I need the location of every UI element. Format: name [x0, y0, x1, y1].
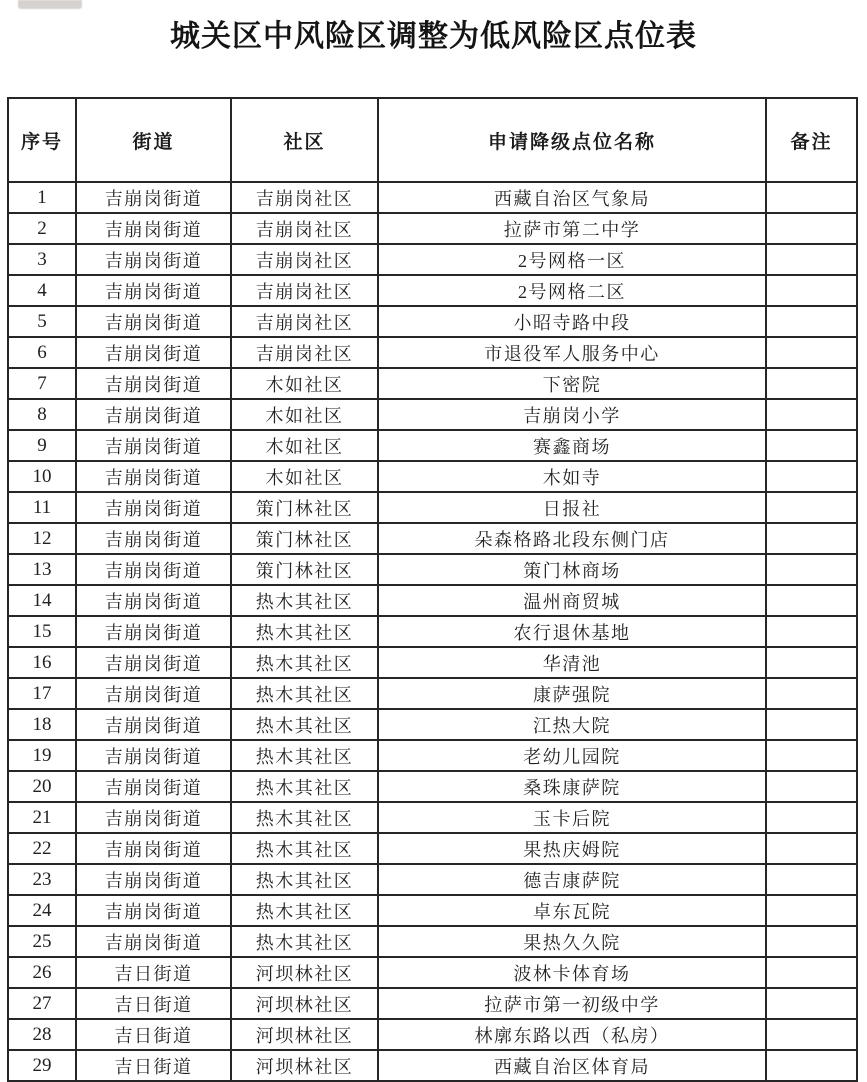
cell-site-name: 农行退休基地 [378, 616, 766, 647]
cell-site-name: 玉卡后院 [378, 802, 766, 833]
cell-index: 2 [8, 213, 76, 244]
cell-community: 吉崩岗社区 [231, 213, 378, 244]
column-header-site-name: 申请降级点位名称 [378, 98, 766, 182]
cell-street: 吉崩岗街道 [76, 523, 231, 554]
cell-community: 热木其社区 [231, 771, 378, 802]
cell-street: 吉崩岗街道 [76, 244, 231, 275]
cell-street: 吉崩岗街道 [76, 461, 231, 492]
table-row [8, 988, 857, 1019]
table-row [8, 833, 857, 864]
cell-street: 吉崩岗街道 [76, 771, 231, 802]
cell-index: 15 [8, 616, 76, 647]
cell-remark [766, 213, 857, 244]
table-row [8, 802, 857, 833]
cell-community: 河坝林社区 [231, 1019, 378, 1050]
cell-street: 吉崩岗街道 [76, 647, 231, 678]
cell-index: 14 [8, 585, 76, 616]
cell-community: 热木其社区 [231, 864, 378, 895]
column-header-street: 街道 [76, 98, 231, 182]
scan-corner-artifact [18, 0, 82, 9]
cell-community: 热木其社区 [231, 895, 378, 926]
cell-remark [766, 957, 857, 988]
table-row [8, 182, 857, 213]
cell-site-name: 温州商贸城 [378, 585, 766, 616]
cell-index: 8 [8, 399, 76, 430]
cell-site-name: 吉崩岗小学 [378, 399, 766, 430]
cell-index: 6 [8, 337, 76, 368]
cell-community: 热木其社区 [231, 833, 378, 864]
column-header-remark: 备注 [766, 98, 857, 182]
cell-site-name: 华清池 [378, 647, 766, 678]
cell-index: 19 [8, 740, 76, 771]
cell-remark [766, 523, 857, 554]
cell-site-name: 果热久久院 [378, 926, 766, 957]
cell-street: 吉崩岗街道 [76, 430, 231, 461]
cell-remark [766, 678, 857, 709]
table-row [8, 1019, 857, 1050]
cell-street: 吉崩岗街道 [76, 306, 231, 337]
cell-street: 吉崩岗街道 [76, 492, 231, 523]
cell-index: 29 [8, 1050, 76, 1081]
table-row [8, 616, 857, 647]
cell-site-name: 卓东瓦院 [378, 895, 766, 926]
cell-community: 热木其社区 [231, 709, 378, 740]
cell-street: 吉崩岗街道 [76, 833, 231, 864]
cell-site-name: 西藏自治区气象局 [378, 182, 766, 213]
risk-area-table [7, 97, 858, 1082]
table-row [8, 554, 857, 585]
cell-remark [766, 275, 857, 306]
cell-community: 吉崩岗社区 [231, 306, 378, 337]
cell-community: 热木其社区 [231, 926, 378, 957]
table-row [8, 461, 857, 492]
cell-site-name: 江热大院 [378, 709, 766, 740]
cell-street: 吉崩岗街道 [76, 275, 231, 306]
table-row [8, 678, 857, 709]
cell-remark [766, 988, 857, 1019]
table-row [8, 895, 857, 926]
cell-community: 河坝林社区 [231, 988, 378, 1019]
table-row [8, 275, 857, 306]
column-header-community: 社区 [231, 98, 378, 182]
cell-street: 吉崩岗街道 [76, 368, 231, 399]
cell-site-name: 赛鑫商场 [378, 430, 766, 461]
cell-remark [766, 461, 857, 492]
cell-remark [766, 1019, 857, 1050]
cell-street: 吉崩岗街道 [76, 616, 231, 647]
cell-site-name: 下密院 [378, 368, 766, 399]
cell-site-name: 拉萨市第一初级中学 [378, 988, 766, 1019]
cell-site-name: 小昭寺路中段 [378, 306, 766, 337]
cell-index: 22 [8, 833, 76, 864]
cell-street: 吉日街道 [76, 988, 231, 1019]
cell-community: 热木其社区 [231, 616, 378, 647]
cell-site-name: 德吉康萨院 [378, 864, 766, 895]
cell-community: 吉崩岗社区 [231, 244, 378, 275]
table-row [8, 213, 857, 244]
cell-street: 吉崩岗街道 [76, 678, 231, 709]
cell-street: 吉日街道 [76, 1019, 231, 1050]
cell-community: 吉崩岗社区 [231, 182, 378, 213]
cell-remark [766, 616, 857, 647]
cell-site-name: 西藏自治区体育局 [378, 1050, 766, 1081]
cell-remark [766, 306, 857, 337]
cell-community: 策门林社区 [231, 554, 378, 585]
cell-street: 吉崩岗街道 [76, 802, 231, 833]
cell-site-name: 策门林商场 [378, 554, 766, 585]
cell-community: 热木其社区 [231, 585, 378, 616]
table-row [8, 1050, 857, 1081]
cell-remark [766, 895, 857, 926]
cell-index: 10 [8, 461, 76, 492]
cell-site-name: 康萨强院 [378, 678, 766, 709]
cell-remark [766, 1050, 857, 1081]
cell-index: 17 [8, 678, 76, 709]
table-row [8, 368, 857, 399]
table-row [8, 399, 857, 430]
cell-index: 24 [8, 895, 76, 926]
cell-index: 21 [8, 802, 76, 833]
table-row [8, 864, 857, 895]
cell-index: 27 [8, 988, 76, 1019]
cell-index: 3 [8, 244, 76, 275]
table-row [8, 771, 857, 802]
cell-index: 16 [8, 647, 76, 678]
cell-remark [766, 368, 857, 399]
table-row [8, 244, 857, 275]
cell-index: 11 [8, 492, 76, 523]
table-row [8, 709, 857, 740]
cell-remark [766, 647, 857, 678]
cell-site-name: 波林卡体育场 [378, 957, 766, 988]
cell-remark [766, 399, 857, 430]
cell-site-name: 2号网格一区 [378, 244, 766, 275]
cell-index: 4 [8, 275, 76, 306]
cell-community: 木如社区 [231, 461, 378, 492]
cell-street: 吉崩岗街道 [76, 182, 231, 213]
cell-remark [766, 182, 857, 213]
cell-remark [766, 802, 857, 833]
cell-community: 木如社区 [231, 368, 378, 399]
table-row [8, 926, 857, 957]
cell-street: 吉日街道 [76, 957, 231, 988]
page-title: 城关区中风险区调整为低风险区点位表 [170, 20, 697, 53]
table-row [8, 430, 857, 461]
cell-site-name: 果热庆姆院 [378, 833, 766, 864]
cell-community: 吉崩岗社区 [231, 337, 378, 368]
table-row [8, 523, 857, 554]
cell-index: 18 [8, 709, 76, 740]
cell-index: 1 [8, 182, 76, 213]
cell-remark [766, 740, 857, 771]
cell-street: 吉崩岗街道 [76, 895, 231, 926]
cell-community: 木如社区 [231, 430, 378, 461]
cell-remark [766, 430, 857, 461]
cell-index: 9 [8, 430, 76, 461]
cell-site-name: 2号网格二区 [378, 275, 766, 306]
cell-site-name: 林廓东路以西（私房） [378, 1019, 766, 1050]
cell-index: 13 [8, 554, 76, 585]
cell-remark [766, 709, 857, 740]
cell-street: 吉崩岗街道 [76, 585, 231, 616]
cell-community: 木如社区 [231, 399, 378, 430]
cell-remark [766, 554, 857, 585]
cell-index: 20 [8, 771, 76, 802]
cell-community: 策门林社区 [231, 523, 378, 554]
cell-street: 吉崩岗街道 [76, 926, 231, 957]
cell-site-name: 拉萨市第二中学 [378, 213, 766, 244]
cell-index: 12 [8, 523, 76, 554]
cell-community: 吉崩岗社区 [231, 275, 378, 306]
column-header-index: 序号 [8, 98, 76, 182]
cell-community: 热木其社区 [231, 740, 378, 771]
cell-site-name: 朵森格路北段东侧门店 [378, 523, 766, 554]
cell-community: 河坝林社区 [231, 957, 378, 988]
cell-street: 吉崩岗街道 [76, 213, 231, 244]
table-row [8, 337, 857, 368]
cell-remark [766, 926, 857, 957]
cell-remark [766, 864, 857, 895]
cell-index: 5 [8, 306, 76, 337]
table-row [8, 740, 857, 771]
cell-remark [766, 585, 857, 616]
cell-site-name: 市退役军人服务中心 [378, 337, 766, 368]
table-row [8, 647, 857, 678]
table-header-row [8, 98, 857, 182]
cell-community: 热木其社区 [231, 802, 378, 833]
cell-street: 吉崩岗街道 [76, 709, 231, 740]
cell-remark [766, 833, 857, 864]
cell-street: 吉崩岗街道 [76, 554, 231, 585]
cell-street: 吉崩岗街道 [76, 864, 231, 895]
cell-index: 28 [8, 1019, 76, 1050]
cell-site-name: 木如寺 [378, 461, 766, 492]
cell-index: 25 [8, 926, 76, 957]
cell-street: 吉崩岗街道 [76, 740, 231, 771]
cell-remark [766, 337, 857, 368]
cell-index: 26 [8, 957, 76, 988]
cell-remark [766, 244, 857, 275]
cell-street: 吉崩岗街道 [76, 337, 231, 368]
cell-community: 热木其社区 [231, 678, 378, 709]
table-row [8, 306, 857, 337]
table-row [8, 492, 857, 523]
cell-site-name: 桑珠康萨院 [378, 771, 766, 802]
cell-remark [766, 771, 857, 802]
cell-community: 热木其社区 [231, 647, 378, 678]
cell-remark [766, 492, 857, 523]
cell-index: 7 [8, 368, 76, 399]
cell-community: 策门林社区 [231, 492, 378, 523]
cell-site-name: 老幼儿园院 [378, 740, 766, 771]
cell-community: 河坝林社区 [231, 1050, 378, 1081]
table-body [8, 182, 857, 1081]
table-row [8, 585, 857, 616]
table-row [8, 957, 857, 988]
cell-street: 吉崩岗街道 [76, 399, 231, 430]
cell-street: 吉日街道 [76, 1050, 231, 1081]
cell-index: 23 [8, 864, 76, 895]
cell-site-name: 日报社 [378, 492, 766, 523]
